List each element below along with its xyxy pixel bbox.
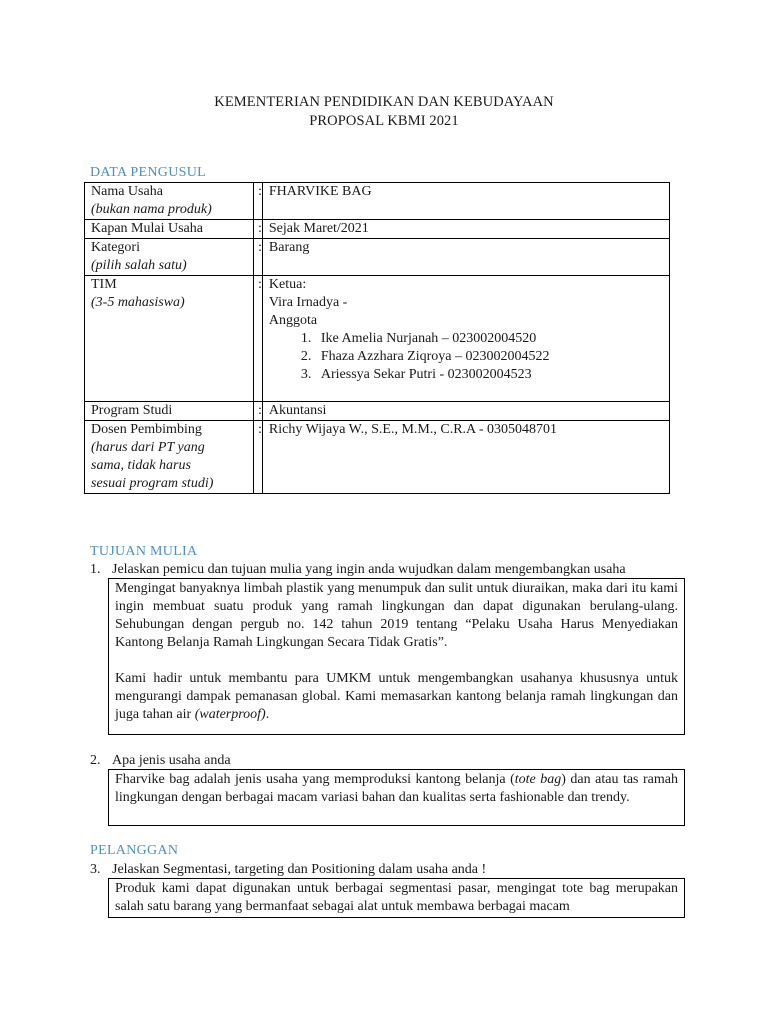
- proposal-heading: PROPOSAL KBMI 2021: [309, 113, 459, 129]
- answer-paragraph: Kami hadir untuk membantu para UMKM untuk mengembangkan usahanya khususnya untuk mengurangi dampak pemanasan global. Kami memasarkan kantong belanja ramah lingkungan dan juga tahan air (waterproof).: [115, 671, 678, 722]
- ketua-name: Vira Irnadya -: [268, 295, 348, 310]
- list-item: 3. Ariessya Sekar Putri - 023002004523: [315, 366, 665, 384]
- colon-cell: :: [254, 239, 263, 276]
- question-text: Apa jenis usaha anda: [112, 753, 231, 768]
- list-item: 2. Fhaza Azzhara Ziqroya – 023002004522: [315, 348, 665, 366]
- kategori-note: (pilih salah satu): [91, 258, 187, 273]
- anggota-label: Anggota: [268, 313, 318, 328]
- table-row: [85, 276, 670, 402]
- question-text: Jelaskan Segmentasi, targeting dan Positioning dalam usaha anda !: [112, 862, 487, 877]
- list-item: 1. Ike Amelia Nurjanah – 023002004520: [315, 330, 665, 348]
- table-row: [85, 239, 670, 276]
- question-number: 2.: [90, 753, 101, 768]
- colon-cell: :: [254, 183, 263, 220]
- table-row: [85, 183, 670, 220]
- member-list: [269, 330, 665, 384]
- colon-cell: :: [254, 220, 263, 239]
- table-row: [85, 402, 670, 421]
- row-label-cell: [85, 183, 254, 220]
- dosen-note: sama, tidak harus: [91, 458, 191, 473]
- question-3: [90, 862, 486, 878]
- tim-value-cell: [262, 276, 669, 402]
- dosen-note: sesuai program studi): [91, 476, 214, 491]
- answer-paragraph: Mengingat banyaknya limbah plastik yang menumpuk dan sulit untuk diuraikan, maka dari itu kami ingin membuat suatu produk yang ramah lingkungan dan dapat digunakan berulang-ulang. Sehubungan dengan pergub no. 142 tahun 2019 tentang “Pelaku Usaha Harus Menyediakan Kantong Belanja Ramah Lingkungan Secara Tidak Gratis”.: [115, 581, 678, 650]
- dosen-value: Richy Wijaya W., S.E., M.M., C.R.A - 0305048701: [262, 421, 669, 494]
- table-row: [85, 220, 670, 239]
- section-title-tujuan-mulia: TUJUAN MULIA: [90, 544, 198, 559]
- question-text: Jelaskan pemicu dan tujuan mulia yang ingin anda wujudkan dalam mengembangkan usaha: [112, 562, 626, 577]
- dosen-label: Dosen Pembimbing: [91, 422, 202, 437]
- question-1: [90, 562, 626, 578]
- dosen-note: (harus dari PT yang: [91, 440, 205, 455]
- kapan-mulai-value: Sejak Maret/2021: [262, 220, 669, 239]
- table-row: [85, 421, 670, 494]
- program-studi-value: Akuntansi: [262, 402, 669, 421]
- ketua-label: Ketua:: [268, 277, 307, 292]
- colon-cell: :: [254, 402, 263, 421]
- data-pengusul-table: [84, 182, 670, 494]
- question-2: [90, 753, 231, 769]
- tim-label: TIM: [91, 277, 117, 292]
- kapan-mulai-label: Kapan Mulai Usaha: [85, 220, 254, 239]
- kategori-label: Kategori: [91, 240, 140, 255]
- row-label-cell: [85, 239, 254, 276]
- answer-paragraph: Produk kami dapat digunakan untuk berbagai segmentasi pasar, mengingat tote bag merupakan salah satu barang yang bermanfaat sebagai alat untuk membawa berbagai macam: [115, 881, 678, 914]
- question-number: 3.: [90, 862, 101, 877]
- colon-cell: :: [254, 421, 263, 494]
- answer-box-3: [108, 878, 685, 918]
- nama-usaha-note: (bukan nama produk): [91, 202, 212, 217]
- colon-cell: :: [254, 276, 263, 402]
- section-title-data-pengusul: DATA PENGUSUL: [90, 165, 206, 180]
- program-studi-label: Program Studi: [85, 402, 254, 421]
- ministry-heading: KEMENTERIAN PENDIDIKAN DAN KEBUDAYAAN: [214, 94, 554, 110]
- row-label-cell: [85, 276, 254, 402]
- nama-usaha-value: FHARVIKE BAG: [262, 183, 669, 220]
- nama-usaha-label: Nama Usaha: [91, 184, 163, 199]
- tim-note: (3-5 mahasiswa): [91, 295, 185, 310]
- row-label-cell: [85, 421, 254, 494]
- answer-box-2: [108, 769, 685, 826]
- answer-paragraph: Fharvike bag adalah jenis usaha yang memproduksi kantong belanja (tote bag) dan atau tas ramah lingkungan dengan berbagai macam variasi bahan dan kualitas serta fashionable dan trendy.: [115, 772, 678, 805]
- answer-box-1: [108, 578, 685, 735]
- kategori-value: Barang: [262, 239, 669, 276]
- section-title-pelanggan: PELANGGAN: [90, 843, 179, 858]
- question-number: 1.: [90, 562, 101, 577]
